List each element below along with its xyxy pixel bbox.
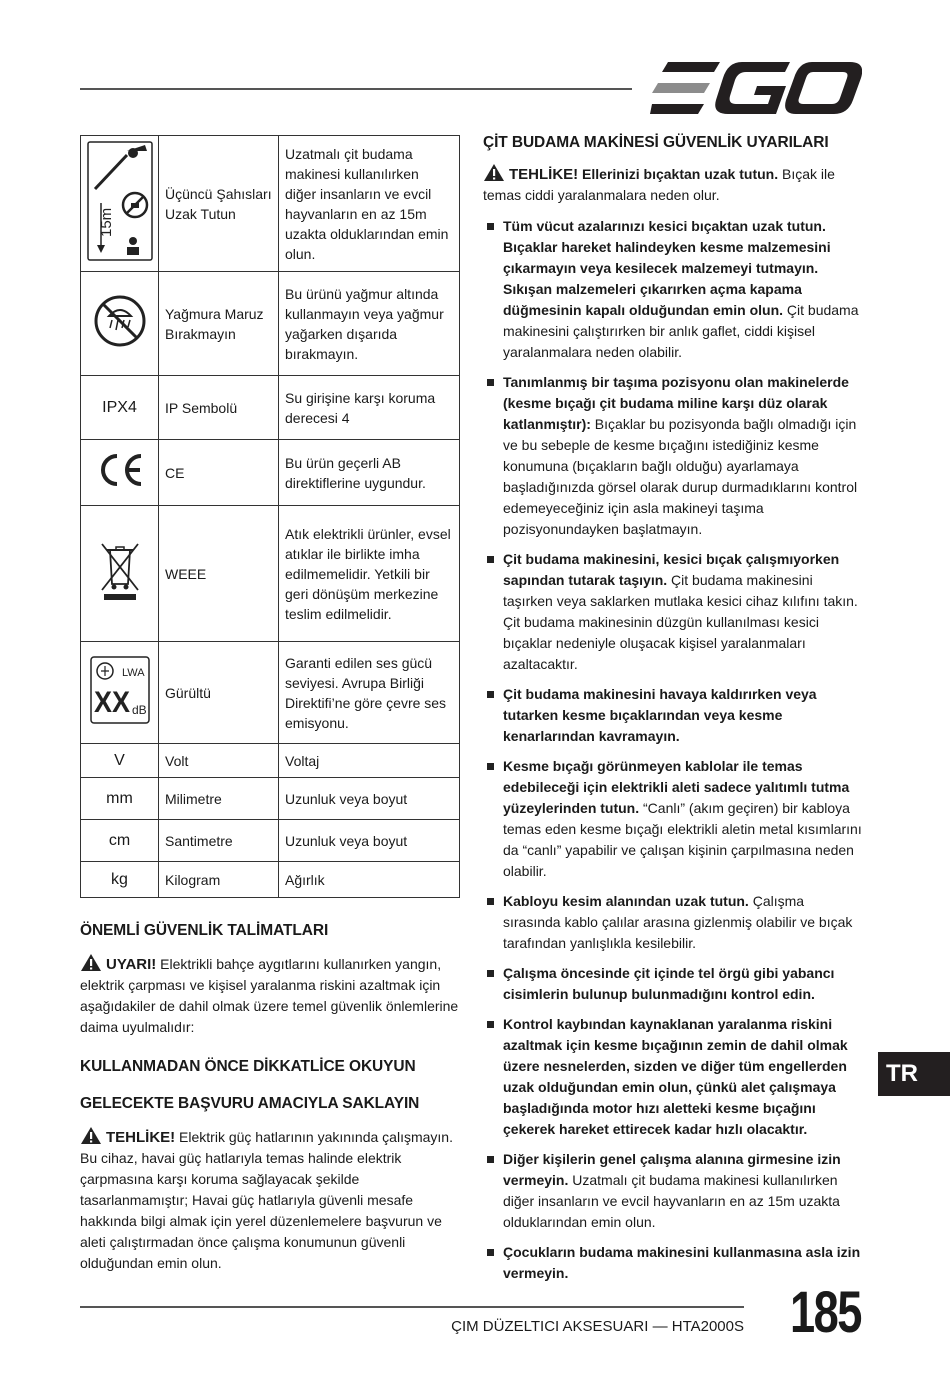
symbol-text: kg — [81, 862, 159, 898]
symbol-description: Garanti edilen ses gücü seviyesi. Avrupa Birliği Direktifi’ne göre çevre ses emisyonu. — [279, 642, 460, 744]
weee-bin-icon — [81, 506, 159, 642]
symbol-label: WEEE — [159, 506, 279, 642]
symbol-description: Voltaj — [279, 744, 460, 778]
warning-triangle-icon — [80, 953, 102, 972]
warning-label: UYARI! — [106, 956, 157, 973]
table-row — [81, 778, 460, 820]
bullet-text: Çalışma sırasında kablo çalılar arasına gizlenmiş olabilir ve bıçak tarafından yanlışlıkla kesilebilir. — [503, 893, 853, 951]
symbol-description: Uzunluk veya boyut — [279, 820, 460, 862]
left-column — [80, 920, 460, 1286]
danger-paragraph — [80, 1126, 460, 1274]
bullet-bold: Çalışma öncesinde çit içinde tel örgü gibi yabancı cisimlerin bulunup bulunmadığını kontrol edin. — [503, 965, 835, 1002]
table-row — [81, 642, 460, 744]
list-item — [483, 684, 863, 747]
bullet-bold: Tüm vücut azalarınızı kesici bıçaktan uzak tutun. Bıçaklar hareket halindeyken kesme malzemesini çıkarmayın veya kesilecek malzemeyi tutmayın. Sıkışan malzemeleri çıkarırken açma kapama düğmesinin kapalı olduğundan emin olun. — [503, 218, 831, 318]
list-item — [483, 216, 863, 363]
section-heading: GELECEKTE BAŞVURU AMACIYLA SAKLAYIN — [80, 1095, 420, 1112]
list-item — [483, 1149, 863, 1233]
language-tab: TR — [878, 1052, 950, 1096]
bullet-bold: Diğer kişilerin genel çalışma alanına girmesine izin vermeyin. — [503, 1151, 841, 1188]
danger-label: TEHLİKE! — [509, 166, 579, 183]
symbol-label: Gürültü — [159, 642, 279, 744]
table-row — [81, 272, 460, 376]
table-row — [81, 440, 460, 506]
section-heading: ÖNEMLİ GÜVENLİK TALİMATLARI — [80, 922, 329, 939]
bullet-bold: Çit budama makinesini, kesici bıçak çalışmıyorken sapından tutarak taşıyın. — [503, 551, 840, 588]
no-rain-icon — [81, 272, 159, 376]
footer-rule — [80, 1306, 744, 1308]
symbol-label: Üçüncü Şahısları Uzak Tutun — [159, 136, 279, 272]
symbol-text: cm — [81, 820, 159, 862]
symbol-description: Atık elektrikli ürünler, evsel atıklar ile birlikte imha edilmemelidir. Yetkili bir geri dönüşüm merkezine teslim edilmelidir. — [279, 506, 460, 642]
symbol-label: Volt — [159, 744, 279, 778]
table-row — [81, 136, 460, 272]
bullet-text: Çit budama makinesini çalıştırırken bir anlık gaflet, ciddi kişisel yaralanmalara neden olabilir. — [503, 302, 859, 360]
bullet-text: Uzatmalı çit budama makinesi kullanılırken diğer insanların ve evcil hayvanların en az 15m uzakta olduklarından emin olun. — [503, 1172, 840, 1230]
symbol-description: Uzunluk veya boyut — [279, 778, 460, 820]
table-row — [81, 862, 460, 898]
bullet-bold: Kontrol kaybından kaynaklanan yaralanma riskini azaltmak için kesme bıçağının zemin de dahil olmak üzere nesnelerden, sizden ve diğer tüm engellerden uzak olduğundan emin olun, çünkü alet çalışmaya başladığında motor hızı aletteki kesme bıçağını çekerek hareket ettirecek kadar hızlı olacaktır. — [503, 1016, 848, 1137]
page-number: 185 — [790, 1280, 861, 1345]
symbol-description: Uzatmalı çit budama makinesi kullanılırken diğer insanların ve evcil hayvanların en az 15m uzakta olduklarından emin olun. — [279, 136, 460, 272]
footer-title: ÇIM DÜZELTICI AKSESUARI — HTA2000S — [451, 1318, 744, 1335]
table-row — [81, 744, 460, 778]
third-party-distance-icon — [81, 136, 159, 272]
symbol-label: CE — [159, 440, 279, 506]
symbol-description: Ağırlık — [279, 862, 460, 898]
symbol-label: IP Sembolü — [159, 376, 279, 440]
symbol-text: IPX4 — [81, 376, 159, 440]
noise-top-label: LWA — [121, 667, 145, 679]
noise-level-icon — [81, 642, 159, 744]
bullet-bold: Çocukların budama makinesini kullanmasına asla izin vermeyin. — [503, 1244, 861, 1281]
bullet-text: Bıçaklar bu pozisyonda bağlı olmadığı için ve bu sebeple de kesme bıçağını istediğiniz kesme konumuna (bıçakların bağlı olduğu) ayarlamaya başladığınızda görsel olarak durup durmadıklarını kontrol edemeyeceğiniz için asla makineyi taşıma pozisyonundayken başlatmayın. — [503, 416, 858, 537]
bullet-text: Çit budama makinesini taşırken veya saklarken mutlaka kesici cihaz kılıfını takın. Çit budama makinesinin düzgün kullanılması kesici bıçaklar nedeniyle oluşacak kişisel yaralanmaları azaltacaktır. — [503, 572, 858, 672]
warning-paragraph — [80, 953, 460, 1038]
list-item — [483, 891, 863, 954]
symbol-description: Su girişine karşı koruma derecesi 4 — [279, 376, 460, 440]
section-heading: ÇİT BUDAMA MAKİNESİ GÜVENLİK UYARILARI — [483, 134, 829, 151]
section-heading: KULLANMADAN ÖNCE DİKKATLİCE OKUYUN — [80, 1058, 416, 1075]
noise-value: XX — [93, 686, 130, 719]
symbol-label: Kilogram — [159, 862, 279, 898]
bullet-bold: Kesme bıçağı görünmeyen kablolar ile temas edebileceği için elektrikli aleti sadece yalıtımlı tutma yüzeylerinden tutun. — [503, 758, 850, 816]
list-item — [483, 963, 863, 1005]
header-rule — [80, 88, 632, 90]
symbol-label: Yağmura Maruz Bırakmayın — [159, 272, 279, 376]
warning-triangle-icon — [483, 163, 505, 182]
symbol-label: Milimetre — [159, 778, 279, 820]
danger-label: TEHLİKE! — [106, 1129, 176, 1146]
bullet-text: “Canlı” (akım geçiren) bir kabloya temas eden kesme bıçağı elektrikli aletin metal kısımlarını da “canlı” yapabilir ve çalışan kişinin çarpılmasına neden olabilir. — [503, 800, 862, 879]
list-item — [483, 549, 863, 675]
table-row — [81, 376, 460, 440]
danger-text: Bıçak ile temas ciddi yaralanmalara neden olur. — [483, 166, 835, 203]
symbol-label: Santimetre — [159, 820, 279, 862]
distance-label: 15m — [97, 207, 115, 237]
right-column — [483, 132, 863, 1293]
warning-text: Elektrikli bahçe aygıtlarını kullanırken yangın, elektrik çarpması ve kişisel yaralanma riskini azaltmak için aşağıdakiler de dahil olmak üzere temel güvenlik önlemlerine daima uyulmalıdır: — [80, 956, 459, 1035]
danger-text: Elektrik güç hatlarının yakınında çalışmayın. Bu cihaz, havai güç hatlarıyla temas halinde elektrik çarpmasına karşı koruma sağlayacak şekilde tasarlanmamıştır; Havai güç hatlarıyla güvenli mesafe hakkında bilgi almak için yerel düzenlemelere başvurun ve aleti çalıştırmadan önce çalışma konumunun güvenli olduğundan emin olun. — [80, 1129, 453, 1271]
bullet-bold: Tanımlanmış bir taşıma pozisyonu olan makinelerde (kesme bıçağı çit budama miline karşı düz olarak katlanmıştır): — [503, 374, 849, 432]
warning-triangle-icon — [80, 1126, 102, 1145]
danger-paragraph — [483, 163, 863, 206]
list-item — [483, 1014, 863, 1140]
table-row — [81, 506, 460, 642]
symbol-description: Bu ürün geçerli AB direktiflerine uygundur. — [279, 440, 460, 506]
list-item — [483, 372, 863, 540]
ego-logo — [650, 62, 862, 114]
symbol-description: Bu ürünü yağmur altında kullanmayın veya yağmur yağarken dışarıda bırakmayın. — [279, 272, 460, 376]
bullet-bold: Kabloyu kesim alanından uzak tutun. — [503, 893, 749, 909]
list-item — [483, 756, 863, 882]
noise-unit: dB — [131, 703, 147, 717]
danger-bold-text: Ellerinizi bıçaktan uzak tutun. — [578, 166, 779, 182]
symbol-text: V — [81, 744, 159, 778]
bullet-bold: Çit budama makinesini havaya kaldırırken veya tutarken kesme bıçaklarından veya kesme kenarlarından kavramayın. — [503, 686, 817, 744]
table-row — [81, 820, 460, 862]
safety-list — [483, 216, 863, 1284]
symbol-text: mm — [81, 778, 159, 820]
ce-mark-icon — [81, 440, 159, 506]
symbols-table — [80, 135, 460, 898]
